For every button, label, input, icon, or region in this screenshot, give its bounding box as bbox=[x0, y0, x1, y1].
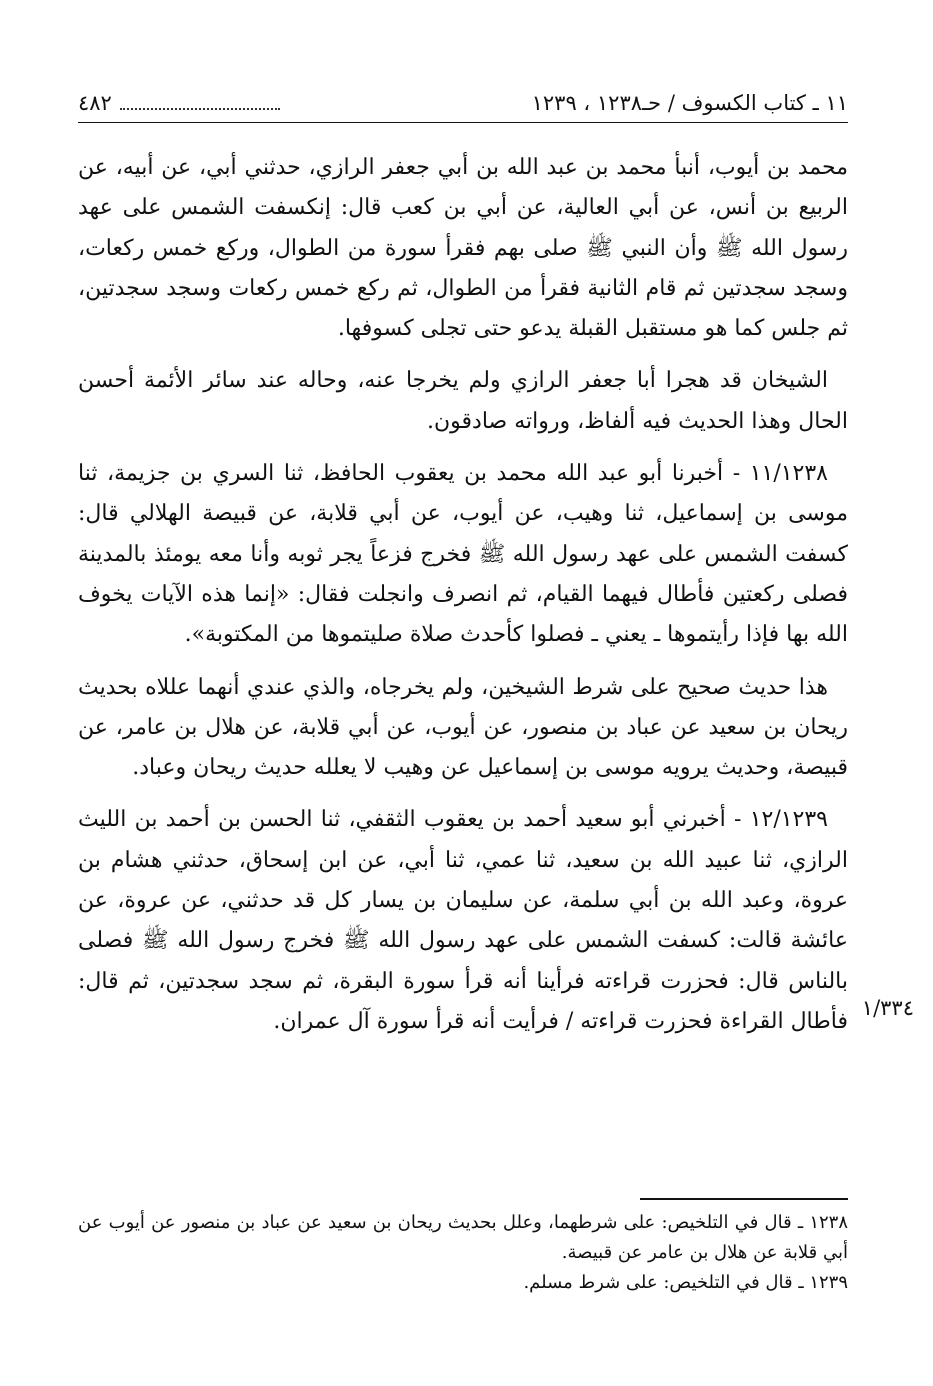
running-title: ١١ ـ كتاب الكسوف / حـ١٢٣٨ ، ١٢٣٩ bbox=[531, 91, 848, 115]
paragraph-1: محمد بن أيوب، أنبأ محمد بن عبد الله بن أبي جعفر الرازي، حدثني أبي، عن أبيه، عن الربيع بن أنس، عن أبي العالية، عن أبي بن كعب قال: إنكسفت الشمس على عهد رسول الله ﷺ وأن النبي ﷺ صلى بهم فقرأ سورة من الطوال، وركع خمس ركعات، وسجد سجدتين ثم قام الثانية فقرأ من الطوال، ثم ركع خمس ركعات وسجد سجدتين، ثم جلس كما هو مستقبل القبلة يدعو حتى تجلى كسوفها. bbox=[78, 155, 848, 342]
paragraph-2: الشيخان قد هجرا أبا جعفر الرازي ولم يخرجا عنه، وحاله عند سائر الأئمة أحسن الحال وهذا الحديث فيه ألفاظ، ورواته صادقون. bbox=[78, 368, 848, 434]
footnote-rule bbox=[640, 1198, 848, 1200]
page-number: ٤٨٢ bbox=[78, 91, 112, 115]
header-left bbox=[78, 88, 288, 118]
leader-dots bbox=[120, 108, 280, 110]
footnote-1238: ١٢٣٨ ـ قال في التلخيص: على شرطهما، وعلل بحديث ريحان بن سعيد عن عباد بن منصور عن أيوب عن أبي قلابة عن هلال بن عامر عن قبيصة. bbox=[78, 1212, 848, 1263]
footnotes bbox=[78, 1208, 848, 1298]
paragraph-4: هذا حديث صحيح على شرط الشيخين، ولم يخرجاه، والذي عندي أنهما عللاه بحديث ريحان بن سعيد عن عباد بن منصور، عن أيوب، عن أبي قلابة، عن هلال بن عامر، عن قبيصة، وحديث يرويه موسى بن إسماعيل عن وهيب لا يعلله حديث ريحان وعباد. bbox=[78, 674, 848, 781]
hadith-1239-wrap bbox=[78, 800, 914, 1042]
main-text bbox=[78, 148, 914, 1054]
hadith-1238: ١١/١٢٣٨ - أخبرنا أبو عبد الله محمد بن يعقوب الحافظ، ثنا السري بن جزيمة، ثنا موسى بن إسماعيل، ثنا وهيب، عن أيوب، عن أبي قلابة، عن قبيصة الهلالي قال: كسفت الشمس على عهد رسول الله ﷺ فخرج فزعاً يجر ثوبه وأنا معه يومئذ بالمدينة فصلى ركعتين فأطال فيهما القيام، ثم انصرف وانجلت فقال: «إنما هذه الآيات يخوف الله بها فإذا رأيتموها ـ يعني ـ فصلوا كأحدث صلاة صليتموها من المكتوبة». bbox=[78, 461, 848, 648]
page-header bbox=[78, 88, 848, 123]
footnote-1239: ١٢٣٩ ـ قال في التلخيص: على شرط مسلم. bbox=[523, 1272, 848, 1293]
margin-volume-ref: ١/٣٣٤ bbox=[861, 995, 914, 1020]
hadith-1239: ١٢/١٢٣٩ - أخبرني أبو سعيد أحمد بن يعقوب الثقفي، ثنا الحسن بن أحمد بن الليث الرازي، ثنا عبيد الله بن سعيد، ثنا عمي، ثنا أبي، عن ابن إسحاق، حدثني هشام بن عروة، وعبد الله بن أبي سلمة، عن سليمان بن يسار كل قد حدثني، عن عروة، عن عائشة قالت: كسفت الشمس على عهد رسول الله ﷺ فخرج رسول الله ﷺ فصلى بالناس قال: فحزرت قراءته فرأينا أنه قرأ سورة البقرة، ثم سجد سجدتين، ثم قال: فأطال القراءة فحزرت قراءته / فرأيت أنه قرأ سورة آل عمران. bbox=[78, 807, 848, 1034]
